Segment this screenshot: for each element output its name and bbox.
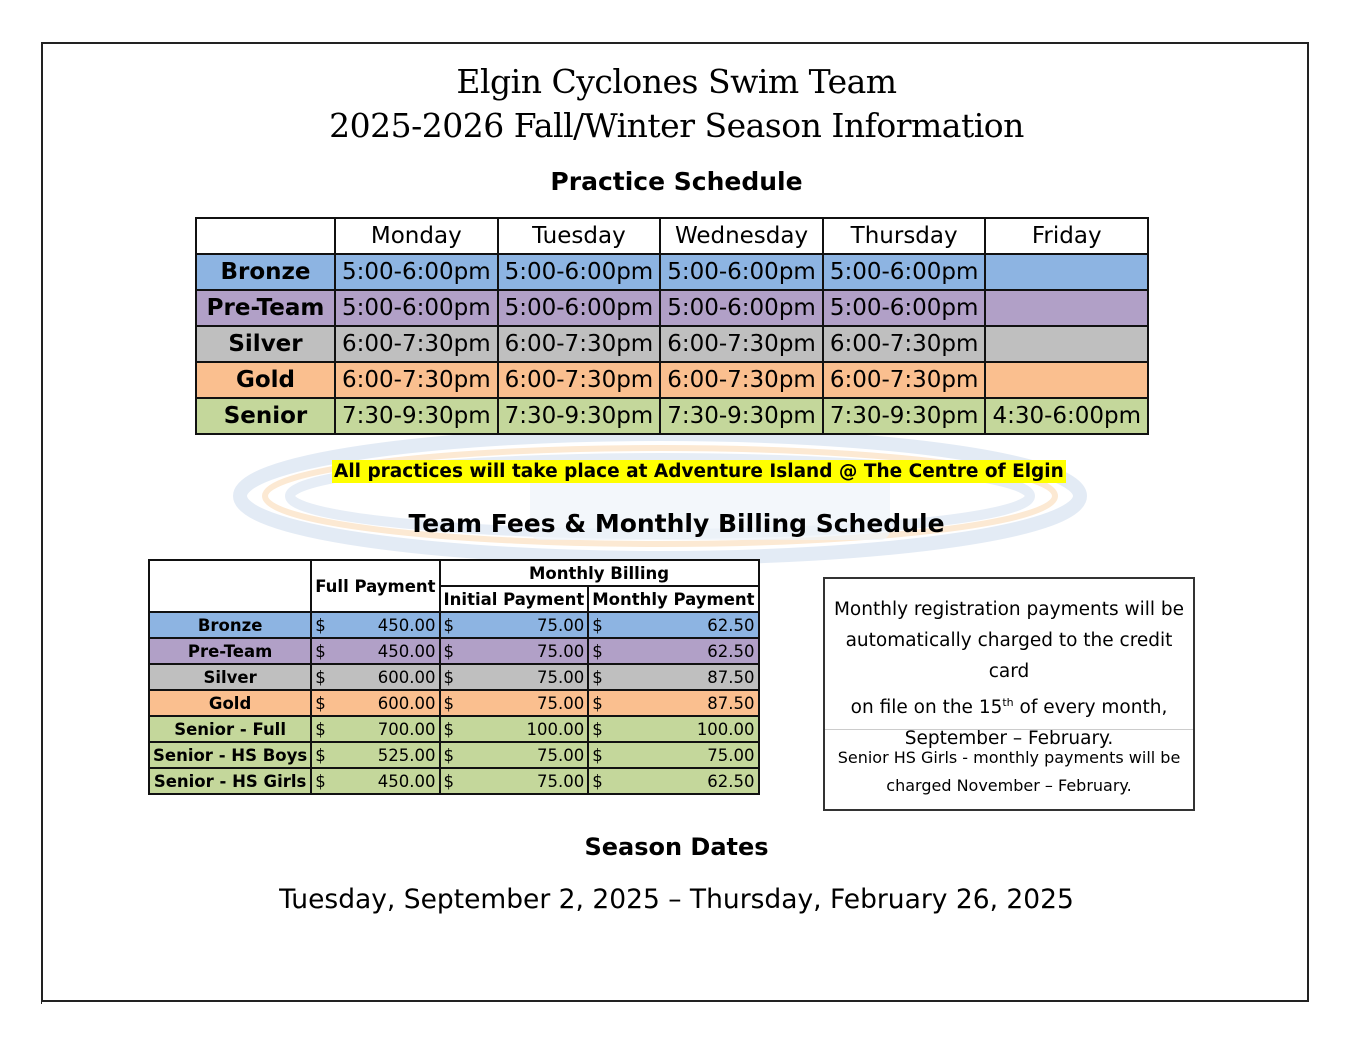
day-monday: Monday [335,218,498,254]
currency-symbol: $ [443,667,455,687]
cyclones-logo-watermark [230,430,1090,565]
monthly-payment-amount: 62.50 [707,771,755,791]
currency-symbol: $ [592,771,603,791]
season-dates: Tuesday, September 2, 2025 – Thursday, February 26, 2025 [279,884,1074,915]
currency-symbol: $ [315,771,326,791]
page-subtitle: 2025-2026 Fall/Winter Season Information [329,106,1024,145]
billing-note-text [825,594,1193,754]
monthly-payment-amount: 75.00 [707,745,755,765]
location-note: All practices will take place at Adventure Island @ The Centre of Elgin [334,461,1064,482]
currency-symbol: $ [592,641,603,661]
monthly-payment-amount: 62.50 [707,615,755,635]
currency-symbol: $ [592,693,603,713]
season-dates-heading: Season Dates [584,833,769,861]
practice-time: 6:00-7:30pm [498,362,661,398]
monthly-payment-cell [588,768,758,794]
practice-time: 6:00-7:30pm [660,362,823,398]
practice-time: 6:00-7:30pm [823,362,986,398]
billing-note-line [825,687,1193,723]
group-name: Senior [196,398,335,434]
initial-payment-cell [440,638,589,664]
full-payment-amount: 450.00 [377,641,436,661]
fee-group-name: Gold [149,690,311,716]
practice-time: 5:00-6:00pm [335,254,498,290]
monthly-payment-amount: 100.00 [696,719,755,739]
fee-row [149,768,759,794]
practice-row [196,290,1148,326]
hs-note-line: charged November – February. [886,776,1132,795]
initial-payment-header: Initial Payment [440,586,589,612]
practice-time: 6:00-7:30pm [660,326,823,362]
practice-time: 6:00-7:30pm [498,326,661,362]
initial-payment-amount: 75.00 [536,693,585,713]
currency-symbol: $ [315,693,326,713]
full-payment-cell [311,716,439,742]
day-friday: Friday [985,218,1148,254]
practice-row [196,398,1148,434]
monthly-payment-header: Monthly Payment [588,586,758,612]
currency-symbol: $ [443,615,455,635]
currency-symbol: $ [443,693,455,713]
fee-row [149,690,759,716]
billing-note-divider [825,729,1193,730]
full-payment-cell [311,768,439,794]
monthly-billing-header: Monthly Billing [440,560,759,586]
initial-payment-cell [440,768,589,794]
fee-group-name: Senior - HS Boys [149,742,311,768]
practice-row [196,362,1148,398]
initial-payment-cell [440,664,589,690]
practice-time: 5:00-6:00pm [823,254,986,290]
practice-time: 6:00-7:30pm [335,362,498,398]
practice-time: 5:00-6:00pm [823,290,986,326]
currency-symbol: $ [592,719,603,739]
full-payment-amount: 450.00 [377,615,436,635]
billing-note-fragment: on file on the 15 [850,697,1003,719]
initial-payment-cell [440,612,589,638]
currency-symbol: $ [592,667,603,687]
practice-time: 4:30-6:00pm [985,398,1148,434]
fee-row [149,612,759,638]
practice-time: 7:30-9:30pm [498,398,661,434]
day-tuesday: Tuesday [498,218,661,254]
full-payment-cell [311,638,439,664]
practice-time: 7:30-9:30pm [335,398,498,434]
monthly-payment-cell [588,612,758,638]
full-payment-amount: 700.00 [377,719,436,739]
fee-row [149,664,759,690]
monthly-payment-cell [588,716,758,742]
practice-time: 7:30-9:30pm [823,398,986,434]
ordinal-suffix: th [1002,696,1014,709]
fee-row [149,638,759,664]
fees-header-row [149,560,759,586]
initial-payment-cell [440,742,589,768]
billing-note-fragment: of every month, [1013,697,1168,719]
billing-note-line: automatically charged to the credit card [845,630,1173,682]
currency-symbol: $ [443,771,455,791]
practice-time [985,290,1148,326]
initial-payment-amount: 75.00 [536,745,585,765]
monthly-payment-amount: 87.50 [707,667,755,687]
initial-payment-amount: 75.00 [536,641,585,661]
currency-symbol: $ [443,641,455,661]
corner-cell [196,218,335,254]
full-payment-cell [311,664,439,690]
group-name: Silver [196,326,335,362]
fee-group-name: Senior - Full [149,716,311,742]
currency-symbol: $ [315,667,326,687]
fee-group-name: Silver [149,664,311,690]
fees-table [148,559,760,795]
full-payment-amount: 525.00 [377,745,436,765]
page-title: Elgin Cyclones Swim Team [456,62,897,101]
practice-time: 5:00-6:00pm [498,254,661,290]
group-name: Pre-Team [196,290,335,326]
initial-payment-amount: 75.00 [536,771,585,791]
initial-payment-amount: 75.00 [536,667,585,687]
practice-time: 6:00-7:30pm [823,326,986,362]
initial-payment-amount: 100.00 [526,719,585,739]
initial-payment-cell [440,690,589,716]
full-payment-header: Full Payment [311,560,439,612]
group-name: Bronze [196,254,335,290]
currency-symbol: $ [443,745,455,765]
day-thursday: Thursday [823,218,986,254]
practice-row [196,254,1148,290]
fees-heading: Team Fees & Monthly Billing Schedule [408,509,945,538]
practice-schedule-table [195,217,1149,435]
practice-header-row [196,218,1148,254]
full-payment-cell [311,612,439,638]
billing-note-line: Monthly registration payments will be [833,599,1185,620]
practice-time [985,254,1148,290]
full-payment-amount: 600.00 [377,693,436,713]
currency-symbol: $ [443,719,455,739]
full-payment-amount: 600.00 [377,667,436,687]
currency-symbol: $ [592,615,603,635]
monthly-payment-cell [588,664,758,690]
practice-time: 5:00-6:00pm [660,254,823,290]
practice-time: 7:30-9:30pm [660,398,823,434]
monthly-payment-amount: 62.50 [707,641,755,661]
billing-note-line: September – February. [904,728,1114,750]
practice-row [196,326,1148,362]
practice-time: 5:00-6:00pm [498,290,661,326]
fee-group-name: Bronze [149,612,311,638]
practice-time [985,362,1148,398]
currency-symbol: $ [315,719,326,739]
currency-symbol: $ [315,641,326,661]
initial-payment-amount: 75.00 [536,615,585,635]
billing-note-box [823,577,1195,811]
fee-group-name: Senior - HS Girls [149,768,311,794]
full-payment-cell [311,742,439,768]
fee-row [149,716,759,742]
hs-note-line: Senior HS Girls - monthly payments will be [837,748,1181,767]
day-wednesday: Wednesday [660,218,823,254]
fee-group-name: Pre-Team [149,638,311,664]
initial-payment-cell [440,716,589,742]
currency-symbol: $ [315,745,326,765]
practice-time: 6:00-7:30pm [335,326,498,362]
practice-schedule-heading: Practice Schedule [550,167,803,196]
practice-time [985,326,1148,362]
monthly-payment-cell [588,690,758,716]
full-payment-amount: 450.00 [377,771,436,791]
hs-girls-note [825,744,1193,800]
fee-row [149,742,759,768]
fees-corner-cell [149,560,311,612]
monthly-payment-cell [588,638,758,664]
monthly-payment-cell [588,742,758,768]
full-payment-cell [311,690,439,716]
currency-symbol: $ [315,615,326,635]
group-name: Gold [196,362,335,398]
practice-time: 5:00-6:00pm [660,290,823,326]
practice-time: 5:00-6:00pm [335,290,498,326]
monthly-payment-amount: 87.50 [707,693,755,713]
currency-symbol: $ [592,745,603,765]
